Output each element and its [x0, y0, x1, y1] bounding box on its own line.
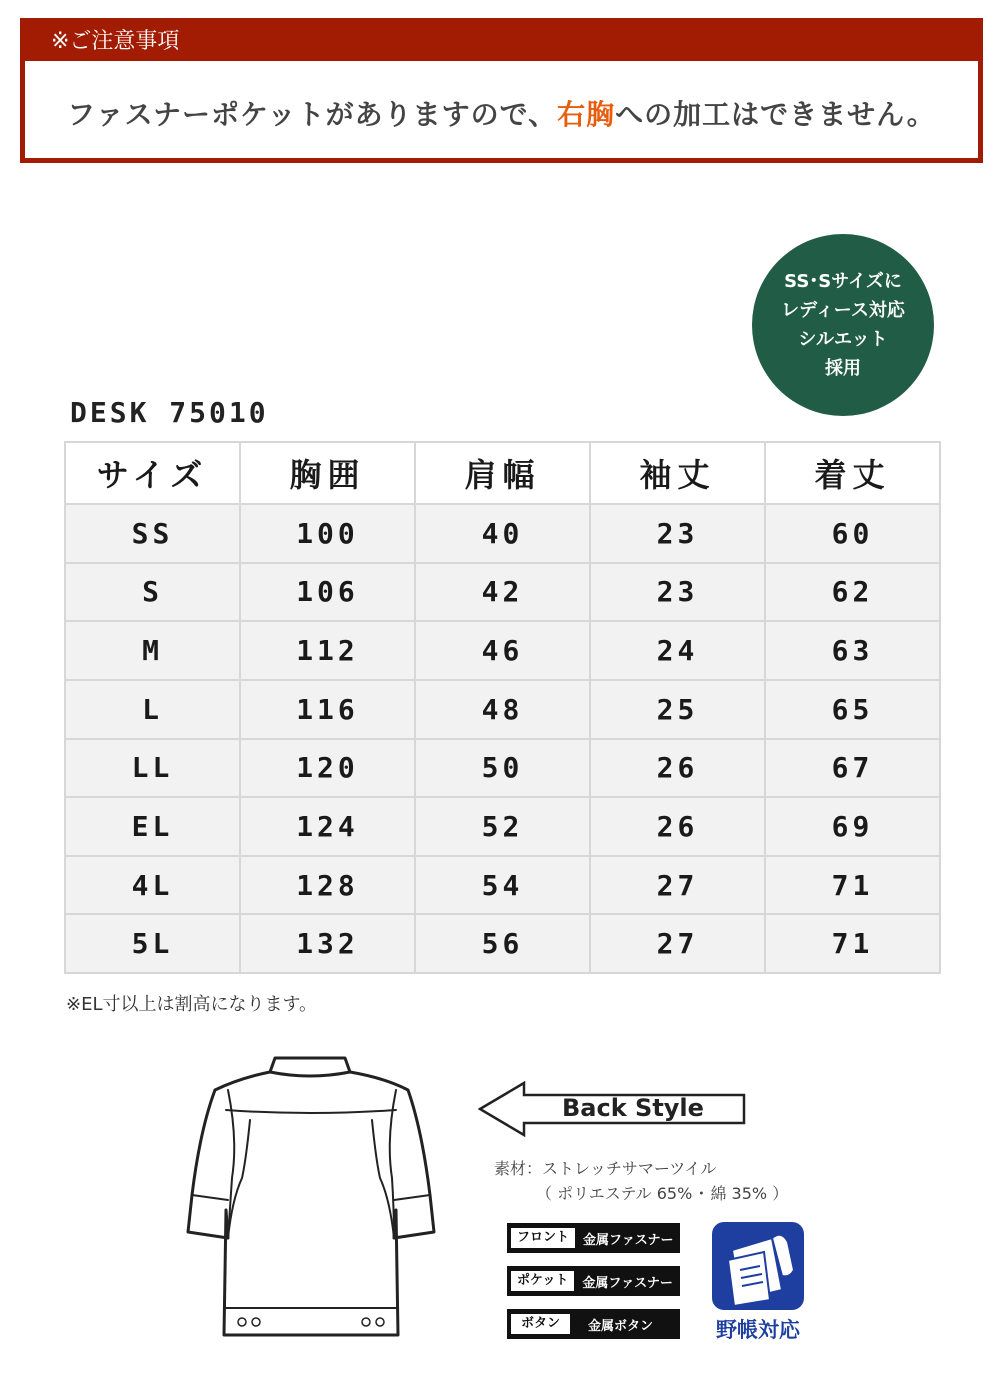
table-cell: 5L — [65, 914, 240, 973]
table-cell: 65 — [765, 680, 940, 739]
notice-box — [20, 18, 983, 163]
table-cell: EL — [65, 797, 240, 856]
spec-front-key: フロント — [511, 1228, 575, 1248]
material-line-2: （ ポリエステル 65% ･ 綿 35% ） — [536, 1184, 789, 1203]
spec-pocket — [507, 1266, 680, 1296]
table-cell: 26 — [590, 739, 765, 798]
spec-button — [507, 1309, 680, 1339]
model-number: DESK 75010 — [70, 396, 269, 429]
table-cell: 67 — [765, 739, 940, 798]
notice-message-before: ファスナーポケットがありますので、 — [67, 98, 558, 131]
table-cell: 4L — [65, 856, 240, 915]
table-cell: 42 — [415, 563, 590, 622]
table-cell: 23 — [590, 563, 765, 622]
table-row — [65, 621, 940, 680]
table-cell: M — [65, 621, 240, 680]
table-cell: 54 — [415, 856, 590, 915]
table-cell: 25 — [590, 680, 765, 739]
table-cell: 128 — [240, 856, 415, 915]
field-notebook-label: 野帳対応 — [716, 1318, 800, 1342]
badge-line-4: 採用 — [825, 358, 861, 379]
table-cell: 60 — [765, 504, 940, 563]
table-cell: 52 — [415, 797, 590, 856]
table-cell: 120 — [240, 739, 415, 798]
header-shoulder: 肩幅 — [415, 442, 590, 504]
header-size: サイズ — [65, 442, 240, 504]
table-row — [65, 856, 940, 915]
table-cell: 27 — [590, 914, 765, 973]
back-style-label: Back Style — [562, 1094, 704, 1122]
table-cell: 132 — [240, 914, 415, 973]
notice-message-after: への加工はできません。 — [615, 98, 936, 131]
notice-message-highlight: 右胸 — [557, 98, 616, 131]
table-cell: LL — [65, 739, 240, 798]
table-cell: 63 — [765, 621, 940, 680]
surcharge-footnote: ※EL寸以上は割高になります。 — [66, 994, 318, 1015]
notice-message — [25, 93, 978, 133]
table-cell: 46 — [415, 621, 590, 680]
material-line-1: 素材：ストレッチサマーツイル — [494, 1159, 717, 1178]
table-cell: 71 — [765, 914, 940, 973]
field-notebook-icon — [710, 1220, 806, 1312]
spec-button-value: 金属ボタン — [588, 1318, 654, 1334]
ladies-silhouette-badge — [752, 234, 934, 416]
material-info — [494, 1156, 788, 1206]
table-cell: 50 — [415, 739, 590, 798]
spec-button-key: ボタン — [511, 1314, 570, 1334]
table-cell: 56 — [415, 914, 590, 973]
badge-line-3: シルエット — [798, 329, 888, 350]
notice-header: ※ご注意事項 — [25, 23, 978, 61]
table-cell: 23 — [590, 504, 765, 563]
table-cell: L — [65, 680, 240, 739]
size-table — [64, 441, 941, 974]
table-row — [65, 739, 940, 798]
badge-line-1: SS･Sサイズに — [784, 271, 902, 292]
header-chest: 胸囲 — [240, 442, 415, 504]
spec-pocket-key: ポケット — [511, 1271, 574, 1291]
header-sleeve: 袖丈 — [590, 442, 765, 504]
spec-front-value: 金属ファスナー — [583, 1232, 674, 1248]
table-row — [65, 504, 940, 563]
table-cell: 27 — [590, 856, 765, 915]
table-cell: 71 — [765, 856, 940, 915]
table-cell: SS — [65, 504, 240, 563]
header-length: 着丈 — [765, 442, 940, 504]
spec-front — [507, 1223, 680, 1253]
badge-line-2: レディース対応 — [781, 300, 905, 321]
jacket-back-illustration — [180, 1050, 450, 1345]
table-cell: 106 — [240, 563, 415, 622]
table-cell: 69 — [765, 797, 940, 856]
table-cell: 26 — [590, 797, 765, 856]
table-row — [65, 797, 940, 856]
table-cell: 24 — [590, 621, 765, 680]
table-cell: 112 — [240, 621, 415, 680]
table-cell: S — [65, 563, 240, 622]
table-cell: 40 — [415, 504, 590, 563]
table-cell: 62 — [765, 563, 940, 622]
table-cell: 48 — [415, 680, 590, 739]
table-cell: 100 — [240, 504, 415, 563]
table-header-row — [65, 442, 940, 504]
table-row — [65, 563, 940, 622]
spec-pocket-value: 金属ファスナー — [582, 1275, 673, 1291]
table-cell: 116 — [240, 680, 415, 739]
table-row — [65, 680, 940, 739]
table-row — [65, 914, 940, 973]
table-cell: 124 — [240, 797, 415, 856]
